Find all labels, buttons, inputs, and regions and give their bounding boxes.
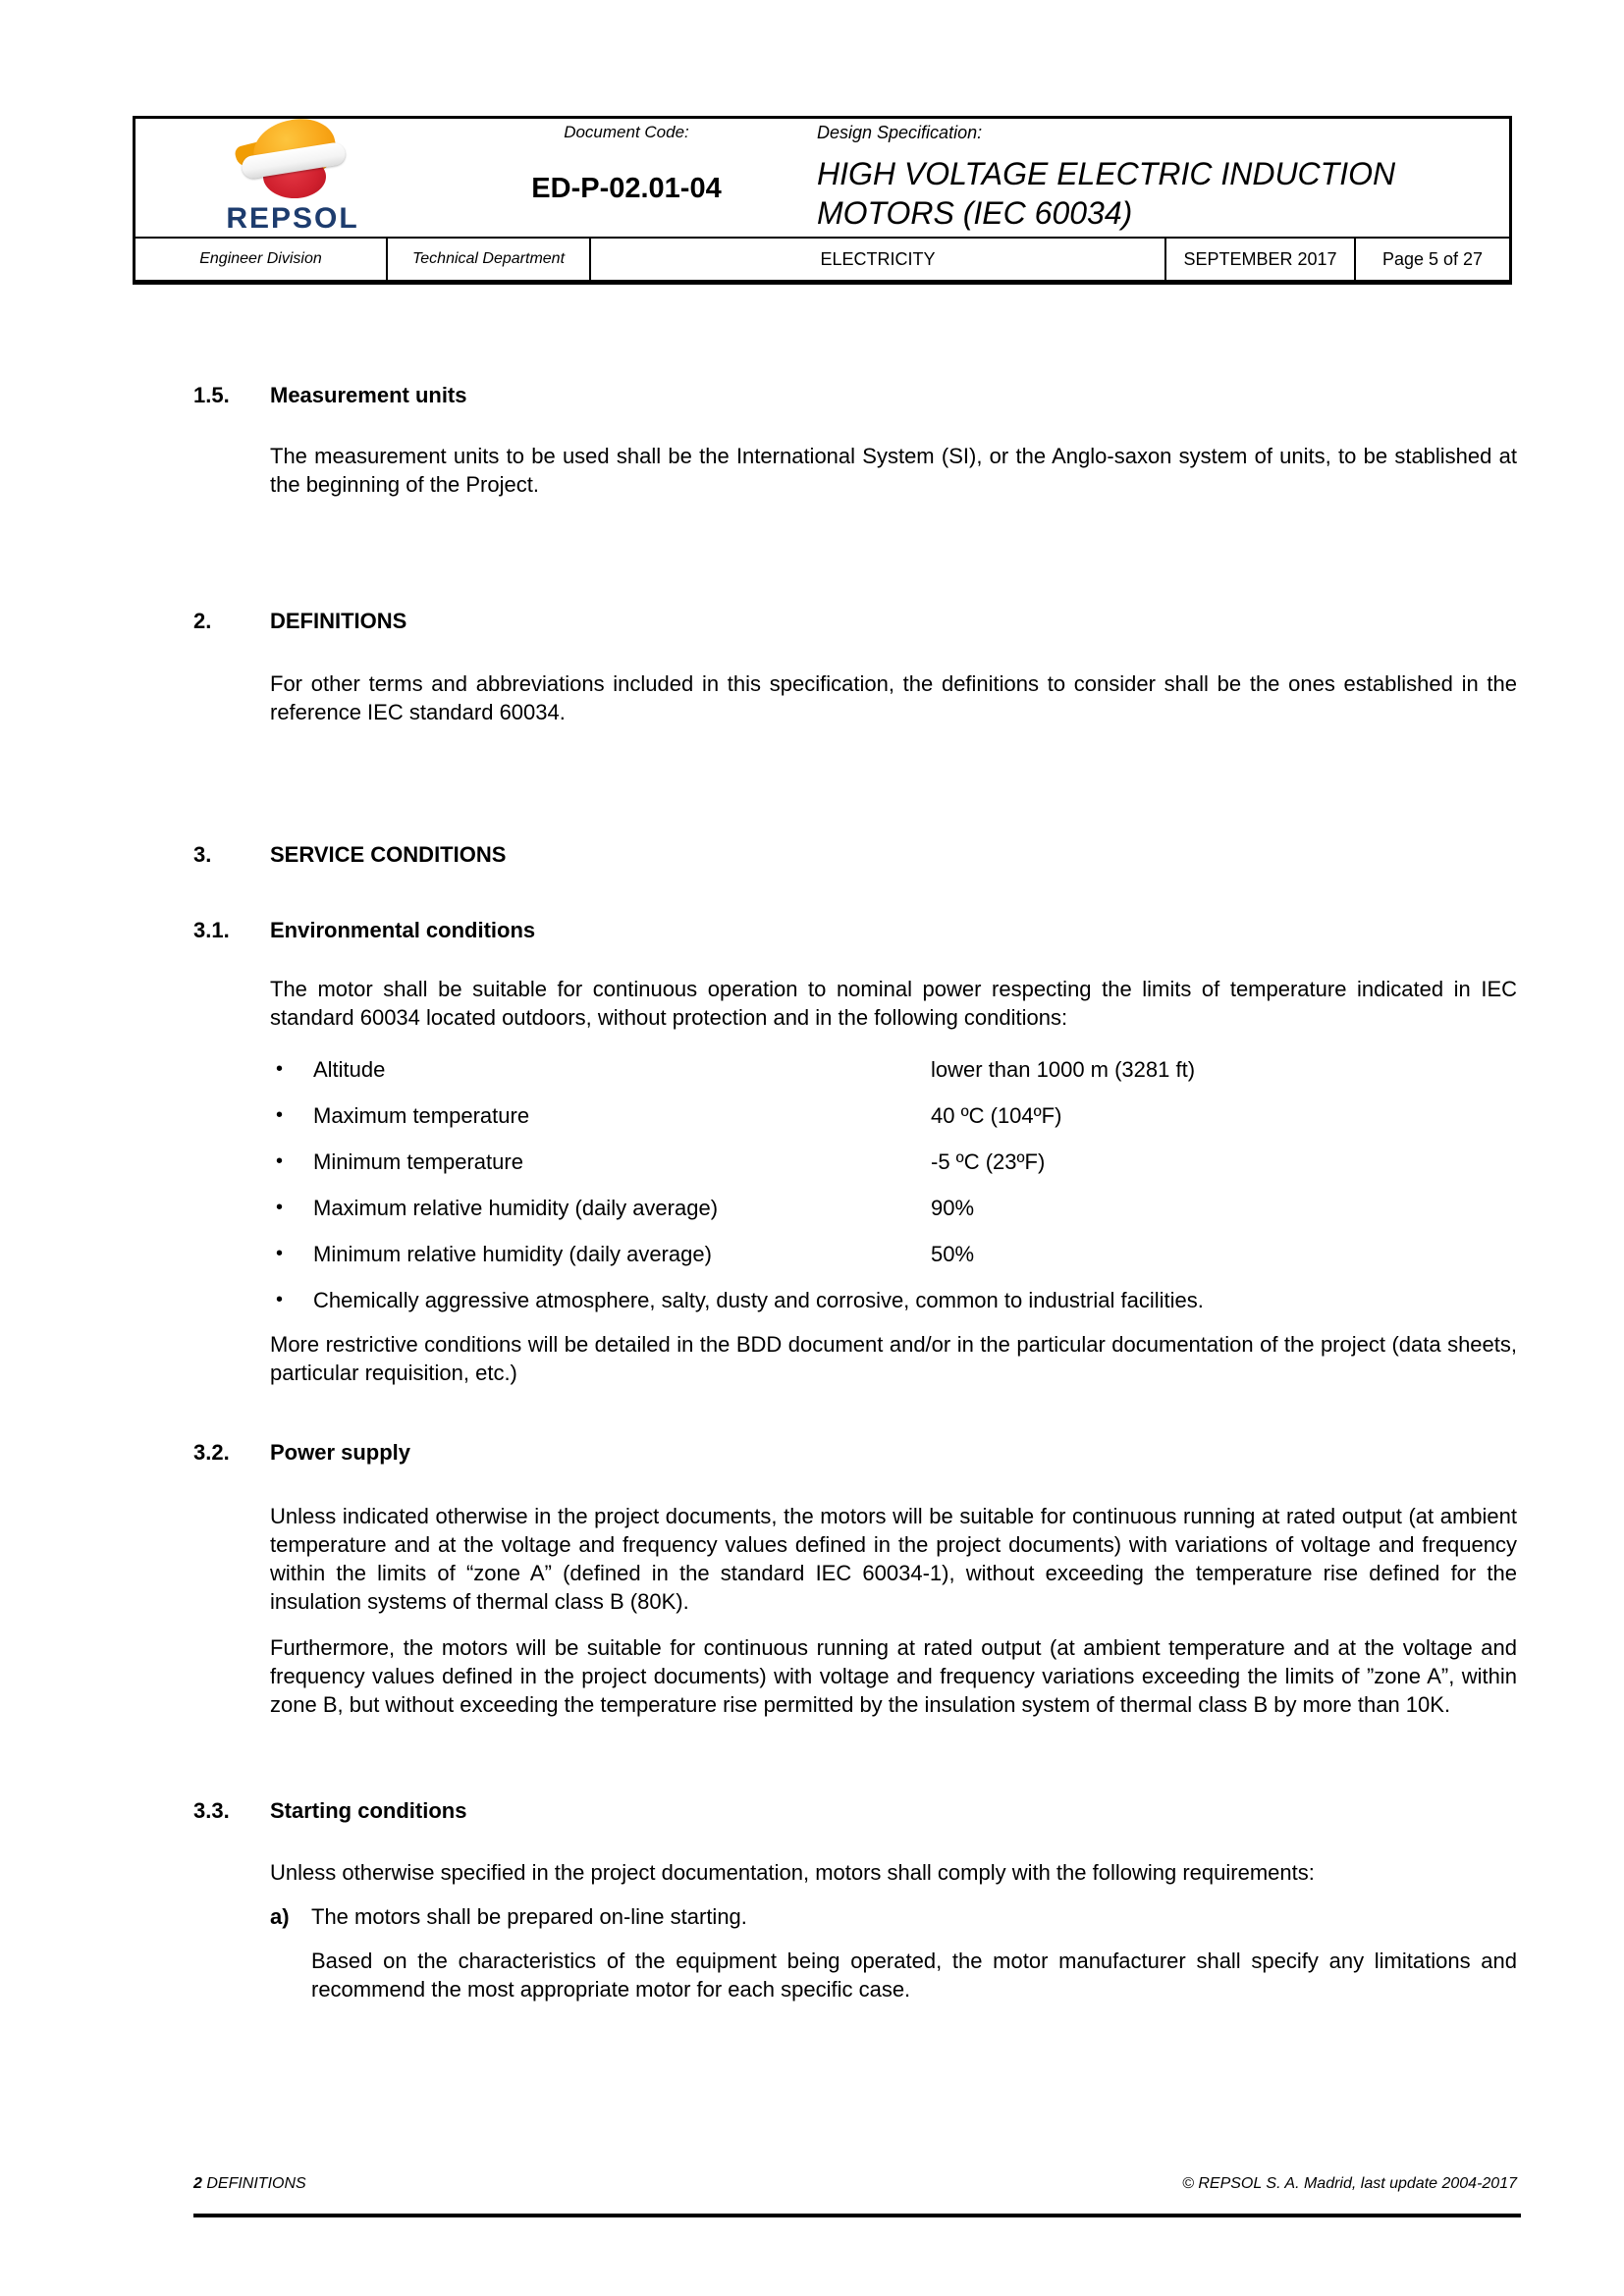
- footer-rule: [193, 2214, 1521, 2217]
- bullet-icon: •: [276, 1289, 284, 1310]
- section-number: 3.: [193, 842, 212, 867]
- section-heading-2: [193, 607, 406, 635]
- paragraph-starting-intro: Unless otherwise specified in the project documentation, motors shall comply with the following requirements:: [270, 1860, 1315, 1885]
- section-title: Power supply: [270, 1440, 411, 1465]
- section-heading-3-1: [193, 916, 535, 944]
- bullet-icon: •: [276, 1150, 284, 1172]
- bullet-value: lower than 1000 m (3281 ft): [931, 1057, 1196, 1082]
- logo-wordmark: REPSOL: [226, 202, 359, 235]
- paragraph-power-supply-1: Unless indicated otherwise in the project documents, the motors will be suitable for continuous running at rated output (at ambient temperature and at the voltage and frequency values defined in the project documents) with variations of voltage and frequency within the limits of “zone A” (defined in the standard IEC 60034-1), without exceeding the temperature rise defined for the insulation systems of thermal class B (80K).: [270, 1504, 1517, 1614]
- section-number: 2.: [193, 609, 212, 633]
- list-item: [270, 1240, 1517, 1286]
- paragraph-measurement-units: The measurement units to be used shall be the International System (SI), or the Anglo-saxon system of units, to be stablished at the beginning of the Project.: [270, 444, 1517, 497]
- bullet-label: Altitude: [313, 1057, 386, 1082]
- section-title: Environmental conditions: [270, 918, 536, 942]
- footer-chapter-title: DEFINITIONS: [206, 2175, 306, 2192]
- footer-chapter-number: 2: [193, 2175, 202, 2192]
- design-spec-cell: [803, 119, 1509, 237]
- header-table: [133, 116, 1512, 285]
- bullet-icon: •: [276, 1104, 284, 1126]
- section-heading-3-3: [193, 1796, 466, 1825]
- section-title: Measurement units: [270, 383, 467, 407]
- design-spec-label: Design Specification:: [817, 123, 983, 142]
- engineer-division-cell: Engineer Division: [199, 250, 322, 267]
- section-heading-3: [193, 840, 506, 869]
- logo-cell: [135, 119, 450, 237]
- paragraph-power-supply-2: Furthermore, the motors will be suitable for continuous running at rated output (at ambient temperature and at the voltage and frequency values defined in the project documents) with voltage and frequency variations exceeding the limits of ”zone A”, within zone B, but without exceeding the temperature rise permitted by the insulation system of thermal class B by more than 10K.: [270, 1635, 1517, 1717]
- list-item: [270, 1148, 1517, 1194]
- list-item: [270, 1055, 1517, 1101]
- bullet-label: Chemically aggressive atmosphere, salty, dusty and corrosive, common to industrial facilities.: [313, 1288, 1204, 1312]
- section-number: 3.2.: [193, 1440, 230, 1465]
- environmental-conditions-list: [270, 1055, 1517, 1332]
- bullet-value: 40 ºC (104ºF): [931, 1103, 1062, 1128]
- bullet-icon: •: [276, 1243, 284, 1264]
- list-item-a-text: The motors shall be prepared on-line starting.: [311, 1904, 747, 1929]
- repsol-logo-icon: [234, 120, 352, 198]
- list-item: [270, 1101, 1517, 1148]
- section-title: Starting conditions: [270, 1798, 467, 1823]
- bullet-label: Maximum relative humidity (daily average): [313, 1196, 719, 1220]
- footer-chapter: [193, 2175, 306, 2193]
- technical-department-cell: Technical Department: [386, 239, 589, 280]
- bullet-icon: •: [276, 1197, 284, 1218]
- paragraph-starting-detail: Based on the characteristics of the equipment being operated, the motor manufacturer shall specify any limitations and recommend the most appropriate motor for each specific case.: [311, 1949, 1517, 2002]
- bullet-value: -5 ºC (23ºF): [931, 1149, 1046, 1174]
- list-item-a-label: a): [270, 1904, 290, 1929]
- bullet-value: 90%: [931, 1196, 975, 1220]
- section-title: DEFINITIONS: [270, 609, 407, 633]
- paragraph-restrictive-note: More restrictive conditions will be detailed in the BDD document and/or in the particular documentation of the project (data sheets, particular requisition, etc.): [270, 1332, 1517, 1385]
- document-code-label: Document Code:: [564, 123, 689, 141]
- design-spec-title: HIGH VOLTAGE ELECTRIC INDUCTION MOTORS (IEC 60034): [817, 156, 1396, 231]
- bullet-label: Minimum temperature: [313, 1149, 523, 1174]
- paragraph-definitions: For other terms and abbreviations included in this specification, the definitions to consider shall be the ones established in the reference IEC standard 60034.: [270, 671, 1517, 724]
- list-item: [270, 1194, 1517, 1240]
- page-footer: [193, 2175, 1517, 2193]
- footer-copyright: © REPSOL S. A. Madrid, last update 2004-2017: [1182, 2175, 1517, 2192]
- date-cell: SEPTEMBER 2017: [1164, 239, 1354, 280]
- list-item-a: [270, 1902, 1517, 1931]
- discipline-cell: ELECTRICITY: [589, 239, 1164, 280]
- header-row-main: [135, 119, 1509, 237]
- paragraph-environmental-intro: The motor shall be suitable for continuous operation to nominal power respecting the limits of temperature indicated in IEC standard 60034 located outdoors, without protection and in the following conditions:: [270, 977, 1517, 1030]
- document-code: ED-P-02.01-04: [531, 172, 722, 204]
- header-row-meta: [135, 237, 1509, 280]
- section-heading-3-2: [193, 1438, 410, 1467]
- bullet-value: 50%: [931, 1242, 975, 1266]
- section-number: 3.1.: [193, 918, 230, 942]
- section-number: 3.3.: [193, 1798, 230, 1823]
- section-title: SERVICE CONDITIONS: [270, 842, 507, 867]
- page-number-cell: Page 5 of 27: [1354, 239, 1509, 280]
- bullet-label: Minimum relative humidity (daily average): [313, 1242, 712, 1266]
- section-heading-1-5: [193, 381, 467, 409]
- list-item: [270, 1286, 1517, 1332]
- bullet-icon: •: [276, 1058, 284, 1080]
- bullet-label: Maximum temperature: [313, 1103, 530, 1128]
- document-code-cell: [450, 119, 803, 237]
- section-number: 1.5.: [193, 383, 230, 407]
